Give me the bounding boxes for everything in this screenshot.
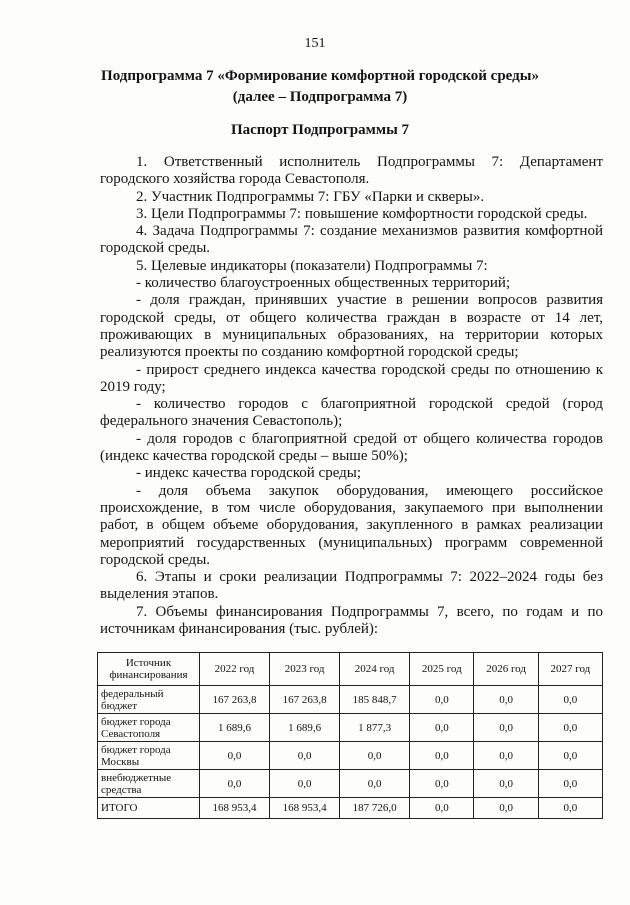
column-header: 2023 год xyxy=(270,653,340,686)
financing-table xyxy=(97,652,603,819)
table-cell: 0,0 xyxy=(538,742,602,770)
table-total-row xyxy=(98,798,603,819)
paragraph: 2. Участник Подпрограммы 7: ГБУ «Парки и скверы». xyxy=(136,188,485,205)
paragraph: - индекс качества городской среды; xyxy=(136,465,362,482)
paragraph: 7. Объемы финансирования Подпрограммы 7, всего, по годам и по источникам финансирования (тыс. рублей): xyxy=(100,603,603,638)
table-cell: 167 263,8 xyxy=(200,686,270,714)
passport-heading: Паспорт Подпрограммы 7 xyxy=(230,122,410,138)
table-cell: 0,0 xyxy=(474,742,538,770)
title-line-2: (далее – Подпрограмма 7) xyxy=(232,89,408,105)
table-cell: 0,0 xyxy=(474,714,538,742)
paragraph: - прирост среднего индекса качества городской среды по отношению к 2019 году; xyxy=(100,361,603,395)
paragraph: - количество благоустроенных общественных территорий; xyxy=(136,275,511,292)
table-cell: 0,0 xyxy=(474,686,538,714)
table-cell: 187 726,0 xyxy=(340,798,410,819)
subprogram-title xyxy=(60,66,580,108)
table-cell: 0,0 xyxy=(340,770,410,798)
table-cell: ИТОГО xyxy=(98,798,200,819)
table-cell: 0,0 xyxy=(200,742,270,770)
table-cell: 0,0 xyxy=(410,770,474,798)
table-cell: 0,0 xyxy=(270,770,340,798)
table-cell: бюджет города Москвы xyxy=(98,742,200,770)
table-cell: бюджет города Севастополя xyxy=(98,714,200,742)
table-cell: 1 689,6 xyxy=(270,714,340,742)
table-row xyxy=(98,770,603,798)
table-cell: 167 263,8 xyxy=(270,686,340,714)
table-cell: 1 877,3 xyxy=(340,714,410,742)
table-cell: 185 848,7 xyxy=(340,686,410,714)
column-header: Источник финансирования xyxy=(98,653,200,686)
table-cell: 0,0 xyxy=(410,798,474,819)
table-cell: 0,0 xyxy=(340,742,410,770)
column-header: 2024 год xyxy=(340,653,410,686)
table-cell: 168 953,4 xyxy=(270,798,340,819)
table-cell: 0,0 xyxy=(410,686,474,714)
paragraph: - доля граждан, принявших участие в решении вопросов развития городской среды, от общего количества граждан в возрасте от 14 лет, проживающих в муниципальных образованиях, на территории которых реализуются проекты по созданию комфортной городской среды; xyxy=(100,292,603,361)
table-cell: 0,0 xyxy=(474,770,538,798)
column-header: 2022 год xyxy=(200,653,270,686)
column-header: 2027 год xyxy=(538,653,602,686)
passport-body xyxy=(100,154,603,638)
table-header-row xyxy=(98,653,603,686)
paragraph: - доля городов с благоприятной средой от общего количества городов (индекс качества городской среды – выше 50%); xyxy=(100,430,603,465)
title-line-1: Подпрограмма 7 «Формирование комфортной городской среды» xyxy=(101,68,539,84)
table-cell: 0,0 xyxy=(538,686,602,714)
paragraph: 3. Цели Подпрограммы 7: повышение комфортности городской среды. xyxy=(136,205,588,222)
table-row xyxy=(98,686,603,714)
paragraph: - доля объема закупок оборудования, имеющего российское происхождение, в том числе оборудования, закупаемого при выполнении работ, в общем объеме оборудования, закупленного в рамках реализации мероприятий государственных (муниципальных) программ современной городской среды. xyxy=(100,482,603,568)
paragraph: - количество городов с благоприятной городской средой (город федерального значения Севастополь); xyxy=(100,396,603,430)
paragraph: 1. Ответственный исполнитель Подпрограммы 7: Департамент городского хозяйства города Севастополя. xyxy=(100,154,603,188)
table-cell: внебюджетные средства xyxy=(98,770,200,798)
table-cell: 0,0 xyxy=(538,770,602,798)
paragraph: 5. Целевые индикаторы (показатели) Подпрограммы 7: xyxy=(136,257,488,274)
table-cell: 0,0 xyxy=(410,742,474,770)
page-number: 151 xyxy=(304,36,326,51)
column-header: 2026 год xyxy=(474,653,538,686)
table-cell: 0,0 xyxy=(474,798,538,819)
column-header: 2025 год xyxy=(410,653,474,686)
table-row xyxy=(98,742,603,770)
table-cell: 1 689,6 xyxy=(200,714,270,742)
table-cell: 0,0 xyxy=(410,714,474,742)
table-cell: 0,0 xyxy=(538,714,602,742)
paragraph: 4. Задача Подпрограммы 7: создание механизмов развития комфортной городской среды. xyxy=(100,223,603,257)
table-cell: 0,0 xyxy=(538,798,602,819)
table-row xyxy=(98,714,603,742)
paragraph: 6. Этапы и сроки реализации Подпрограммы 7: 2022–2024 годы без выделения этапов. xyxy=(100,569,603,603)
table-cell: федеральный бюджет xyxy=(98,686,200,714)
table-cell: 168 953,4 xyxy=(200,798,270,819)
table-cell: 0,0 xyxy=(270,742,340,770)
table-cell: 0,0 xyxy=(200,770,270,798)
